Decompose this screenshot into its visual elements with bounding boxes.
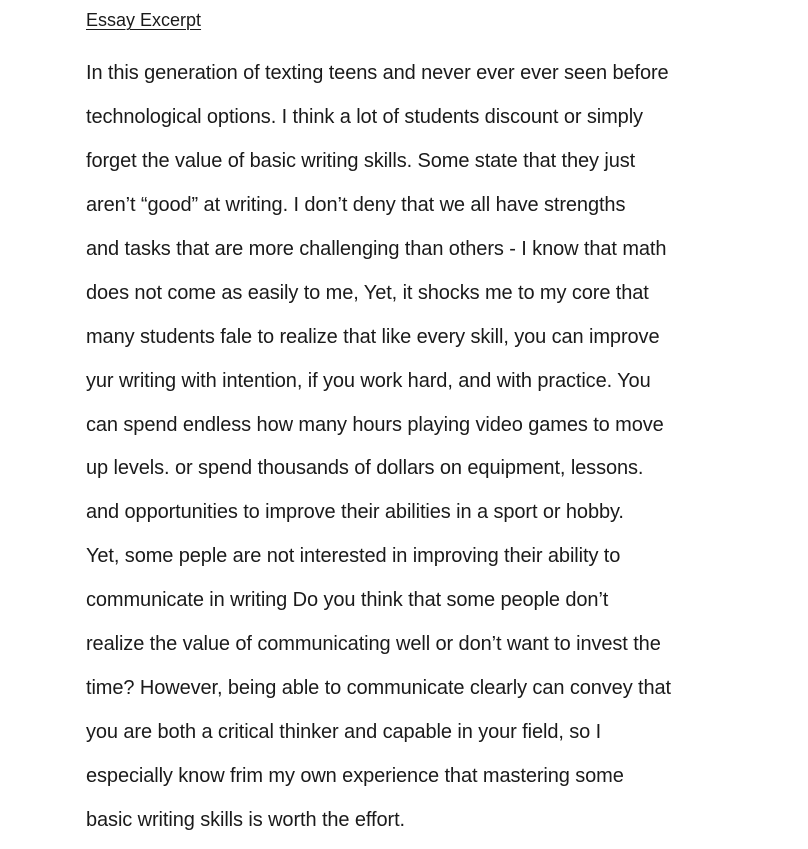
essay-line: basic writing skills is worth the effort.	[86, 808, 405, 831]
essay-line: aren’t “good” at writing. I don’t deny that we all have strengths	[86, 193, 626, 216]
essay-line: up levels. or spend thousands of dollars on equipment, lessons.	[86, 457, 644, 480]
essay-line: realize the value of communicating well or don’t want to invest the	[86, 633, 661, 656]
essay-line: especially know frim my own experience that mastering some	[86, 765, 624, 787]
essay-line: many students fale to realize that like every skill, you can improve	[86, 325, 660, 348]
essay-line: you are both a critical thinker and capable in your field, so I	[86, 721, 602, 744]
essay-line: and opportunities to improve their abilities in a sport or hobby.	[86, 501, 624, 524]
essay-line: can spend endless how many hours playing video games to move	[86, 413, 664, 436]
essay-line: Yet, some peple are not interested in improving their ability to	[86, 545, 621, 568]
document-title: Essay Excerpt	[86, 10, 202, 30]
essay-line: yur writing with intention, if you work hard, and with practice. You	[86, 369, 651, 392]
essay-line: does not come as easily to me, Yet, it shocks me to my core that	[86, 281, 649, 304]
essay-line: time? However, being able to communicate clearly can convey that	[86, 677, 672, 700]
essay-line: forget the value of basic writing skills. Some state that they just	[86, 149, 636, 172]
essay-line: communicate in writing Do you think that some people don’t	[86, 589, 609, 612]
essay-line: In this generation of texting teens and never ever ever seen before	[86, 62, 669, 84]
essay-line: technological options. I think a lot of students discount or simply	[86, 105, 643, 128]
essay-body	[86, 57, 786, 848]
essay-line: and tasks that are more challenging than others - I know that math	[86, 237, 667, 260]
